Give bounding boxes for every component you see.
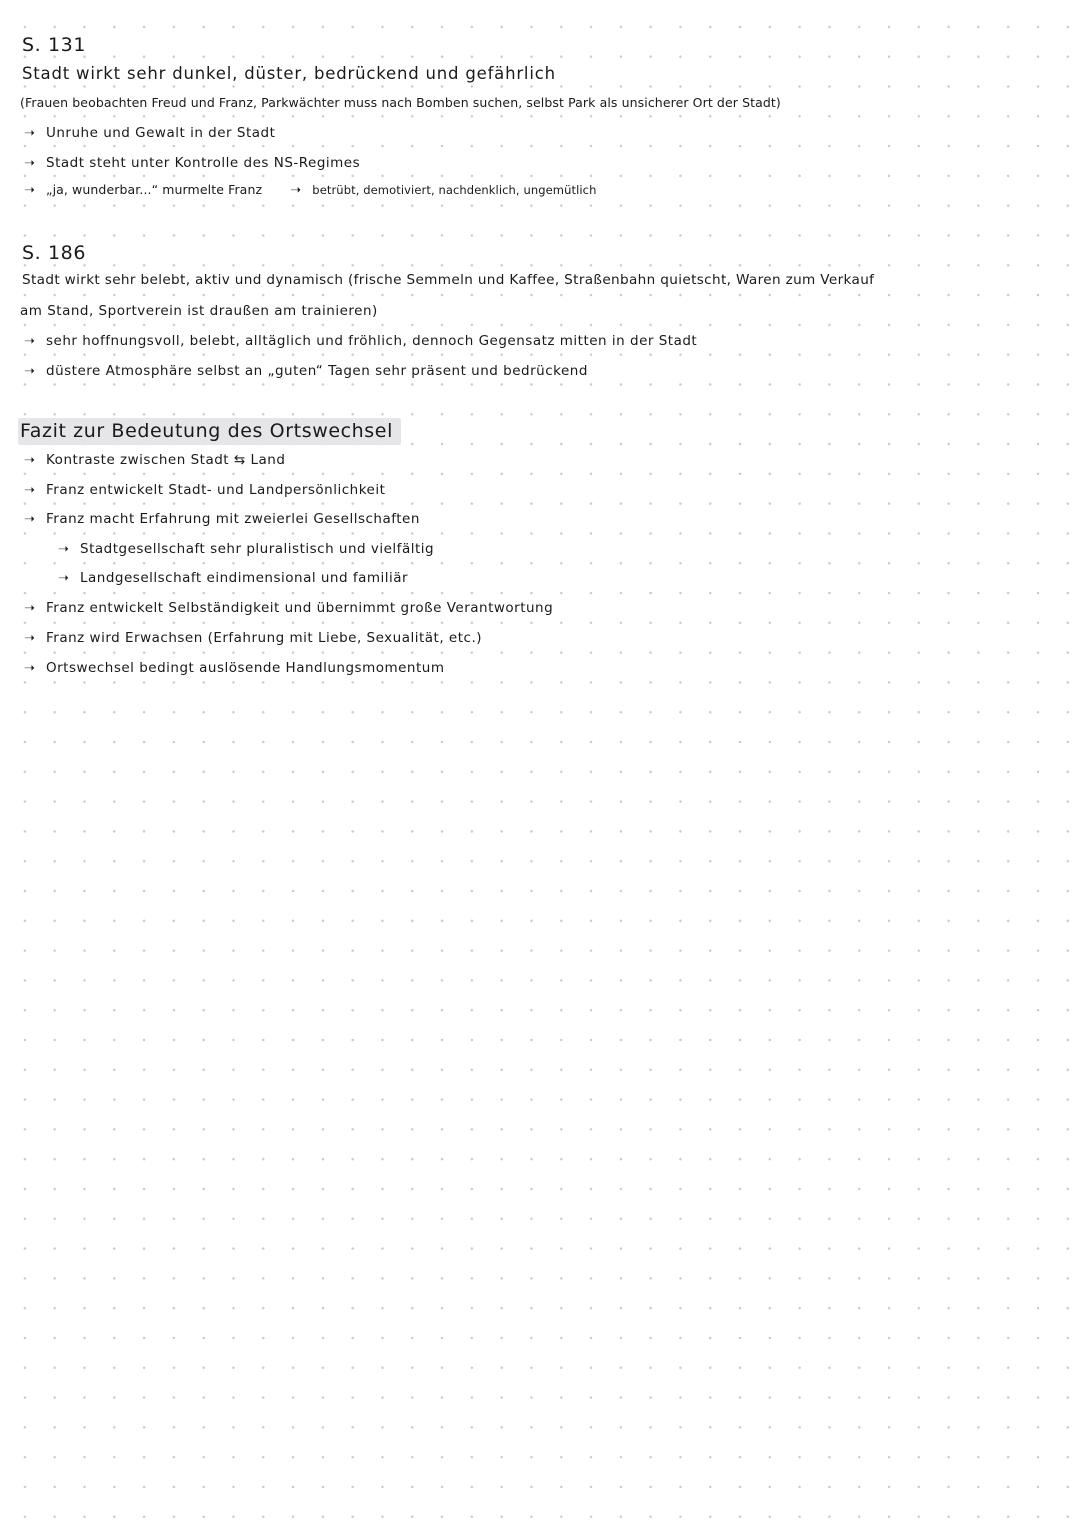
section3-heading: Fazit zur Bedeutung des Ortswechsel xyxy=(18,422,401,441)
section3-bullet-5: ➝ Franz wird Erwachsen (Erfahrung mit Liebe, Sexualität, etc.) xyxy=(24,630,483,646)
section2-line1: Stadt wirkt sehr belebt, aktiv und dynamisch (frische Semmeln und Kaffee, Straßenbahn quietscht, Waren zum Verkauf xyxy=(22,272,875,288)
arrow-right-icon: ➝ xyxy=(24,453,36,468)
section1-line1: Stadt wirkt sehr dunkel, düster, bedrückend und gefährlich xyxy=(22,64,556,83)
section1-bullet-2: ➝ Stadt steht unter Kontrolle des NS-Regimes xyxy=(24,155,361,171)
arrow-right-icon: ➝ xyxy=(24,126,36,141)
section3-sub-bullet-2: ➝ Landgesellschaft eindimensional und familiär xyxy=(58,570,409,586)
section3-bullet-1: ➝ Kontraste zwischen Stadt ⇆ Land xyxy=(24,452,286,468)
arrow-right-icon: ➝ xyxy=(24,156,36,171)
arrow-right-icon: ➝ xyxy=(24,334,36,349)
arrow-right-icon: ➝ xyxy=(24,661,36,676)
section2-bullet-1: ➝ sehr hoffnungsvoll, belebt, alltäglich und fröhlich, dennoch Gegensatz mitten in der Stadt xyxy=(24,333,698,349)
arrow-right-icon: ➝ xyxy=(24,512,36,527)
arrow-right-icon: ➝ xyxy=(58,542,70,557)
quote-effect: betrübt, demotiviert, nachdenklich, ungemütlich xyxy=(312,183,597,197)
quote-text: „ja, wunderbar...“ murmelte Franz xyxy=(46,182,263,197)
section2-heading: S. 186 xyxy=(22,242,87,264)
section1-bullet-1: ➝ Unruhe und Gewalt in der Stadt xyxy=(24,125,276,141)
arrow-right-icon: ➝ xyxy=(24,483,36,498)
section1-quote-line xyxy=(24,184,597,197)
arrow-right-icon: ➝ xyxy=(24,364,36,379)
arrow-right-icon: ➝ xyxy=(290,183,302,198)
arrow-right-icon: ➝ xyxy=(24,601,36,616)
arrow-right-icon: ➝ xyxy=(58,571,70,586)
section3-bullet-3: ➝ Franz macht Erfahrung mit zweierlei Gesellschaften xyxy=(24,511,420,527)
section3-bullet-4: ➝ Franz entwickelt Selbständigkeit und übernimmt große Verantwortung xyxy=(24,600,554,616)
section1-line2: (Frauen beobachten Freud und Franz, Parkwächter muss nach Bomben suchen, selbst Park als unsicherer Ort der Stadt) xyxy=(20,95,781,110)
arrow-right-icon: ➝ xyxy=(24,631,36,646)
arrow-right-icon: ➝ xyxy=(24,183,35,198)
section3-sub-bullet-1: ➝ Stadtgesellschaft sehr pluralistisch und vielfältig xyxy=(58,541,435,557)
section2-line2: am Stand, Sportverein ist draußen am trainieren) xyxy=(20,303,378,319)
section2-bullet-2: ➝ düstere Atmosphäre selbst an „guten“ Tagen sehr präsent und bedrückend xyxy=(24,363,588,379)
section3-bullet-2: ➝ Franz entwickelt Stadt- und Landpersönlichkeit xyxy=(24,482,386,498)
section3-bullet-6: ➝ Ortswechsel bedingt auslösende Handlungsmomentum xyxy=(24,660,445,676)
section1-heading: S. 131 xyxy=(22,34,87,56)
